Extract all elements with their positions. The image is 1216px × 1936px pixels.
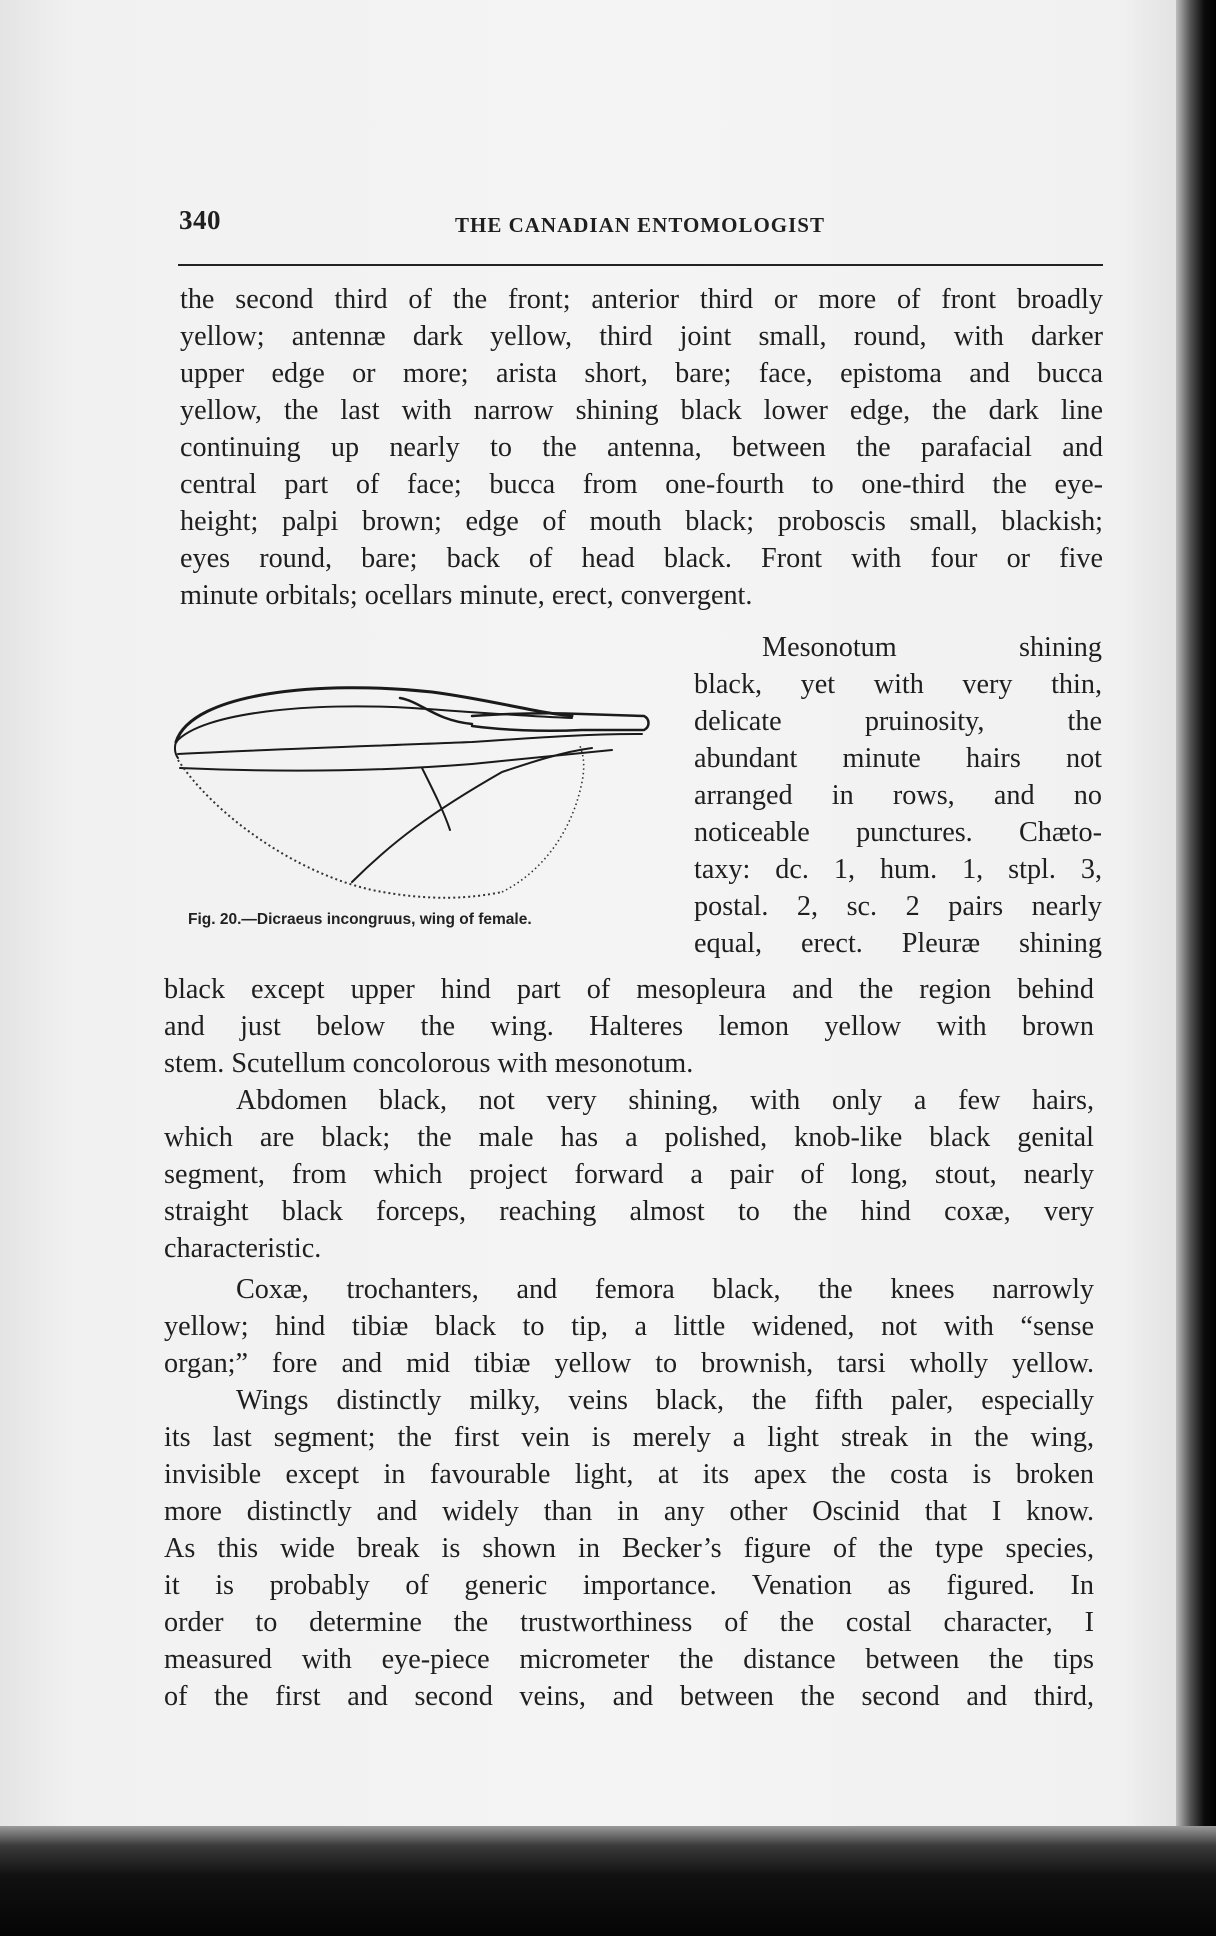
header-rule — [178, 264, 1103, 266]
text-line: organ;” fore and mid tibiæ yellow to brownish, tarsi wholly yellow. — [164, 1348, 1094, 1379]
text-line: abundant minute hairs not — [694, 743, 1102, 774]
text-line: the second third of the front; anterior third or more of front broadly — [180, 284, 1103, 315]
wing-illustration — [172, 672, 662, 912]
text-line: invisible except in favourable light, at its apex the costa is broken — [164, 1459, 1094, 1490]
text-line: yellow; hind tibiæ black to tip, a little widened, not with “sense — [164, 1311, 1094, 1342]
text-line: it is probably of generic importance. Venation as figured. In — [164, 1570, 1094, 1601]
text-line: equal, erect. Pleuræ shining — [694, 928, 1102, 959]
paragraph-head-description — [180, 284, 1103, 634]
text-line: more distinctly and widely than in any other Oscinid that I know. — [164, 1496, 1094, 1527]
text-line: minute orbitals; ocellars minute, erect, convergent. — [180, 580, 753, 611]
figure-caption: Fig. 20.—Dicraeus incongruus, wing of female. — [188, 911, 532, 928]
text-line: upper edge or more; arista short, bare; face, epistoma and bucca — [180, 358, 1103, 389]
text-line: measured with eye-piece micrometer the distance between the tips — [164, 1644, 1094, 1675]
text-line: taxy: dc. 1, hum. 1, stpl. 3, — [694, 854, 1102, 885]
text-line: eyes round, bare; back of head black. Front with four or five — [180, 543, 1103, 574]
text-line: Abdomen black, not very shining, with only a few hairs, — [236, 1085, 1094, 1116]
text-line: Wings distinctly milky, veins black, the fifth paler, especially — [236, 1385, 1094, 1416]
text-line: As this wide break is shown in Becker’s figure of the type species, — [164, 1533, 1094, 1564]
text-line: noticeable punctures. Chæto- — [694, 817, 1102, 848]
text-line: which are black; the male has a polished, knob-like black genital — [164, 1122, 1094, 1153]
text-line: order to determine the trustworthiness of the costal character, I — [164, 1607, 1094, 1638]
text-line: Mesonotum shining — [762, 632, 1102, 663]
page-number: 340 — [179, 205, 221, 235]
text-line: height; palpi brown; edge of mouth black; proboscis small, blackish; — [180, 506, 1103, 537]
text-line: of the first and second veins, and between the second and third, — [164, 1681, 1094, 1712]
text-line: postal. 2, sc. 2 pairs nearly — [694, 891, 1102, 922]
text-line: stem. Scutellum concolorous with mesonotum. — [164, 1048, 694, 1079]
wing-figure — [172, 672, 662, 912]
text-line: continuing up nearly to the antenna, between the parafacial and — [180, 432, 1103, 463]
text-line: black except upper hind part of mesopleura and the region behind — [164, 974, 1094, 1005]
paragraph-mesonotum — [694, 632, 1102, 959]
text-line: Coxæ, trochanters, and femora black, the knees narrowly — [236, 1274, 1094, 1305]
journal-title: THE CANADIAN ENTOMOLOGIST — [454, 213, 825, 237]
text-line: black, yet with very thin, — [694, 669, 1102, 700]
text-line: yellow; antennæ dark yellow, third joint small, round, with darker — [180, 321, 1103, 352]
text-line: central part of face; bucca from one-fourth to one-third the eye- — [180, 469, 1103, 500]
text-line: yellow, the last with narrow shining black lower edge, the dark line — [180, 395, 1103, 426]
text-line: straight black forceps, reaching almost to the hind coxæ, very — [164, 1196, 1094, 1227]
text-line: arranged in rows, and no — [694, 780, 1102, 811]
text-line: its last segment; the first vein is merely a light streak in the wing, — [164, 1422, 1094, 1453]
text-line: segment, from which project forward a pair of long, stout, nearly — [164, 1159, 1094, 1190]
text-line: and just below the wing. Halteres lemon yellow with brown — [164, 1011, 1094, 1042]
text-line: characteristic. — [164, 1233, 322, 1264]
paragraphs-body — [164, 974, 1094, 1734]
running-header — [175, 205, 1105, 245]
text-line: delicate pruinosity, the — [694, 706, 1102, 737]
